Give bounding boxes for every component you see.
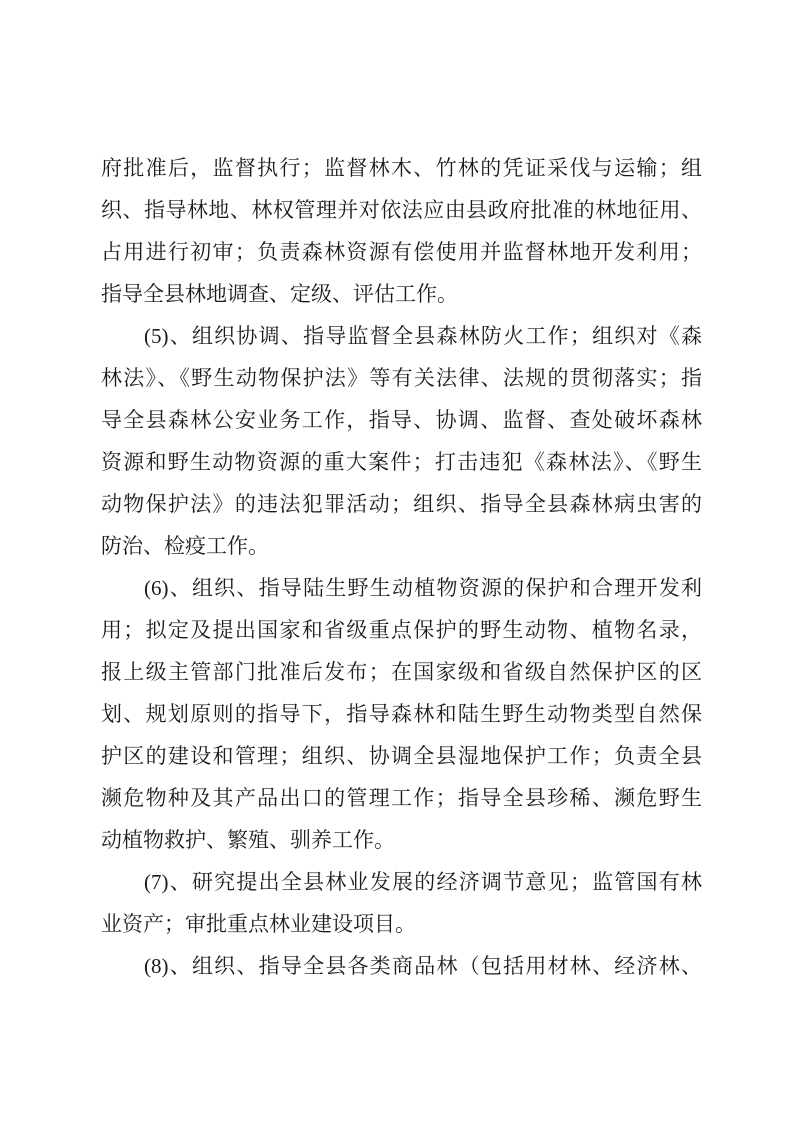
text-line: 动植物救护、繁殖、驯养工作。 <box>101 828 395 852</box>
text-line: 业资产；审批重点林业建设项目。 <box>101 912 416 936</box>
text-line: 护区的建设和管理；组织、协调全县湿地保护工作；负责全县 <box>101 744 702 768</box>
text-line: 织、指导林地、林权管理并对依法应由县政府批准的林地征用、 <box>101 198 702 222</box>
text-line: 防治、检疫工作。 <box>101 534 269 558</box>
text-line: 导全县森林公安业务工作，指导、协调、监督、查处破坏森林 <box>101 408 702 432</box>
text-line: 报上级主管部门批准后发布；在国家级和省级自然保护区的区 <box>101 660 702 684</box>
text-line: (6)、组织、指导陆生野生动植物资源的保护和合理开发利 <box>144 576 702 600</box>
text-line: (5)、组织协调、指导监督全县森林防火工作；组织对《森 <box>144 324 702 348</box>
text-line: 指导全县林地调查、定级、评估工作。 <box>101 282 458 306</box>
text-line: 府批准后，监督执行；监督林木、竹林的凭证采伐与运输；组 <box>101 156 702 180</box>
text-line: 占用进行初审；负责森林资源有偿使用并监督林地开发利用； <box>101 240 702 264</box>
text-line: 用；拟定及提出国家和省级重点保护的野生动物、植物名录， <box>101 618 702 642</box>
text-line: 濒危物种及其产品出口的管理工作；指导全县珍稀、濒危野生 <box>101 786 702 810</box>
text-line: 划、规划原则的指导下，指导森林和陆生野生动物类型自然保 <box>101 702 702 726</box>
document-text-block <box>101 147 702 987</box>
text-line: (8)、组织、指导全县各类商品林（包括用材林、经济林、 <box>144 954 702 978</box>
text-line: 动物保护法》的违法犯罪活动；组织、指导全县森林病虫害的 <box>101 492 702 516</box>
text-line: (7)、研究提出全县林业发展的经济调节意见；监管国有林 <box>144 870 702 894</box>
text-line: 林法》、《野生动物保护法》等有关法律、法规的贯彻落实；指 <box>101 366 702 390</box>
text-line: 资源和野生动物资源的重大案件；打击违犯《森林法》、《野生 <box>101 450 702 474</box>
